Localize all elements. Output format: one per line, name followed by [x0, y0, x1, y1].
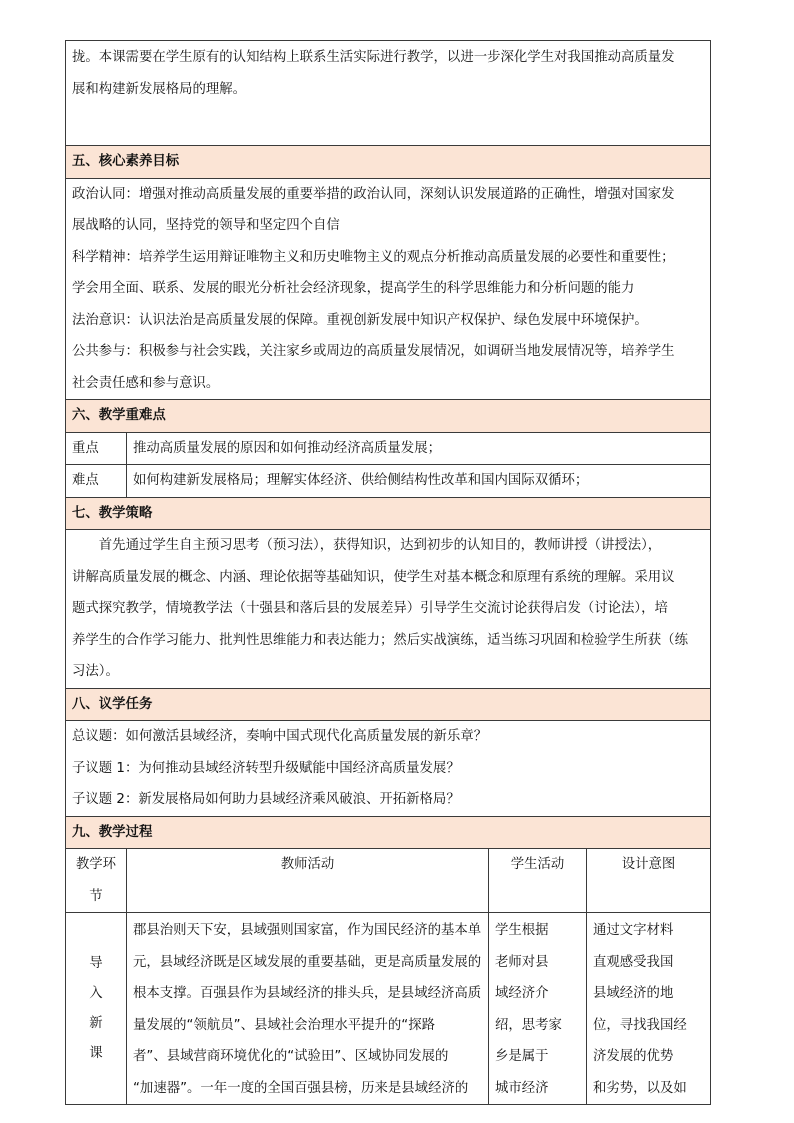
section-header-process — [66, 816, 711, 849]
section-title: 七、教学策略 — [66, 497, 711, 530]
goal-line: 公共参与：积极参与社会实践，关注家乡或周边的高质量发展情况，如调研当地发展情况等，培养学生 — [72, 344, 675, 359]
teacher-line: 元，县域经济既是区域发展的重要基础，更是高质量发展的 — [133, 954, 482, 970]
section-title: 五、核心素养目标 — [66, 146, 711, 179]
strategy-row — [66, 530, 711, 689]
stage-char: 新 — [89, 1016, 103, 1031]
goal-line: 展战略的认同，坚持党的领导和坚定四个自信 — [72, 218, 340, 233]
sub-topic-1: 子议题 1：为何推动县域经济转型升级赋能中国经济高质量发展？ — [72, 760, 460, 776]
process-row-intro — [66, 913, 711, 1105]
col-header-teacher: 教师活动 — [127, 849, 489, 913]
design-line: 县域经济的地 — [593, 986, 674, 1001]
goal-line: 法治意识：认识法治是高质量发展的保障。重视创新发展中知识产权保护、绿色发展中环境保护。 — [72, 312, 648, 328]
key-point-text: 推动高质量发展的原因和如何推动经济高质量发展； — [127, 432, 711, 465]
intro-line-2: 展和构建新发展格局的理解。 — [72, 81, 247, 97]
intro-cell — [66, 41, 711, 146]
strategy-line: 习法）。 — [72, 664, 119, 679]
teacher-line: 根本支撑。百强县作为县域经济的排头兵，是县域经济高质 — [133, 986, 482, 1001]
teacher-line: “加速器”。一年一度的全国百强县榜，历来是县域经济的 — [133, 1080, 469, 1096]
col-header-design: 设计意图 — [587, 849, 711, 913]
design-line: 直观感受我国 — [593, 954, 674, 970]
difficulty-label: 难点 — [66, 465, 127, 498]
process-header-row — [66, 849, 711, 913]
section-header-strategy — [66, 497, 711, 530]
tasks-row — [66, 721, 711, 817]
col-header-student: 学生活动 — [489, 849, 587, 913]
strategy-cell — [66, 530, 711, 689]
intro-line-1: 拢。本课需要在学生原有的认知结构上联系生活实际进行教学，以进一步深化学生对我国推动高质量发 — [72, 50, 675, 65]
strategy-line: 养学生的合作学习能力、批判性思维能力和表达能力；然后实战演练，适当练习巩固和检验学生所获（练 — [72, 632, 688, 648]
strategy-line: 首先通过学生自主预习思考（预习法），获得知识，达到初步的认知目的，教师讲授（讲授法）， — [98, 538, 662, 553]
intro-row — [66, 41, 711, 146]
student-line: 乡是属于 — [495, 1049, 549, 1064]
goal-line: 政治认同：增强对推动高质量发展的重要举措的政治认同，深刻认识发展道路的正确性，增强对国家发 — [72, 186, 675, 202]
stage-char: 课 — [89, 1046, 103, 1061]
section-header-core-goals — [66, 146, 711, 179]
strategy-line: 讲解高质量发展的概念、内涵、理论依据等基础知识，使学生对基本概念和原理有系统的理解。采用议 — [72, 569, 675, 585]
section-header-key-points — [66, 400, 711, 433]
student-line: 域经济介 — [495, 986, 549, 1001]
strategy-line: 题式探究教学，情境教学法（十强县和落后县的发展差异）引导学生交流讨论获得启发（讨论法），培 — [72, 601, 668, 616]
teacher-line: 量发展的“领航员”、县域社会治理水平提升的“探路 — [133, 1017, 436, 1033]
stage-char: 导 — [89, 956, 103, 971]
student-line: 绍，思考家 — [495, 1017, 562, 1033]
teacher-line: 者”、县域营商环境优化的“试验田”、区域协同发展的 — [133, 1049, 449, 1064]
design-line: 和劣势，以及如 — [593, 1080, 687, 1096]
teacher-activity-cell — [127, 913, 489, 1105]
key-point-label: 重点 — [66, 432, 127, 465]
section-header-tasks — [66, 688, 711, 721]
lesson-plan-table — [65, 40, 711, 1105]
design-line: 济发展的优势 — [593, 1049, 674, 1064]
section-title: 八、议学任务 — [66, 688, 711, 721]
difficulty-text: 如何构建新发展格局；理解实体经济、供给侧结构性改革和国内国际双循环； — [127, 465, 711, 498]
difficulty-row — [66, 465, 711, 498]
main-topic: 总议题：如何激活县域经济，奏响中国式现代化高质量发展的新乐章？ — [72, 729, 488, 744]
stage-cell — [66, 913, 127, 1105]
tasks-cell — [66, 721, 711, 817]
document-page — [65, 40, 710, 1105]
design-line: 通过文字材料 — [593, 923, 674, 938]
sub-topic-2: 子议题 2：新发展格局如何助力县域经济乘风破浪、开拓新格局？ — [72, 792, 460, 807]
stage-char: 入 — [89, 986, 103, 1001]
teacher-line: 郡县治则天下安，县域强则国家富，作为国民经济的基本单 — [133, 923, 482, 938]
goal-line: 社会责任感和参与意识。 — [72, 375, 220, 391]
key-point-row — [66, 432, 711, 465]
student-line: 学生根据 — [495, 923, 549, 938]
goal-line: 学会用全面、联系、发展的眼光分析社会经济现象，提高学生的科学思维能力和分析问题的能力 — [72, 281, 635, 296]
core-goals-cell — [66, 178, 711, 400]
section-title: 九、教学过程 — [66, 816, 711, 849]
design-intent-cell — [587, 913, 711, 1105]
core-goals-row — [66, 178, 711, 400]
design-line: 位，寻找我国经 — [593, 1017, 687, 1033]
goal-line: 科学精神：培养学生运用辩证唯物主义和历史唯物主义的观点分析推动高质量发展的必要性和重要性； — [72, 249, 675, 265]
student-activity-cell — [489, 913, 587, 1105]
student-line: 老师对县 — [495, 954, 549, 970]
section-title: 六、教学重难点 — [66, 400, 711, 433]
student-line: 城市经济 — [495, 1080, 549, 1096]
col-header-stage: 教学环节 — [66, 849, 127, 913]
